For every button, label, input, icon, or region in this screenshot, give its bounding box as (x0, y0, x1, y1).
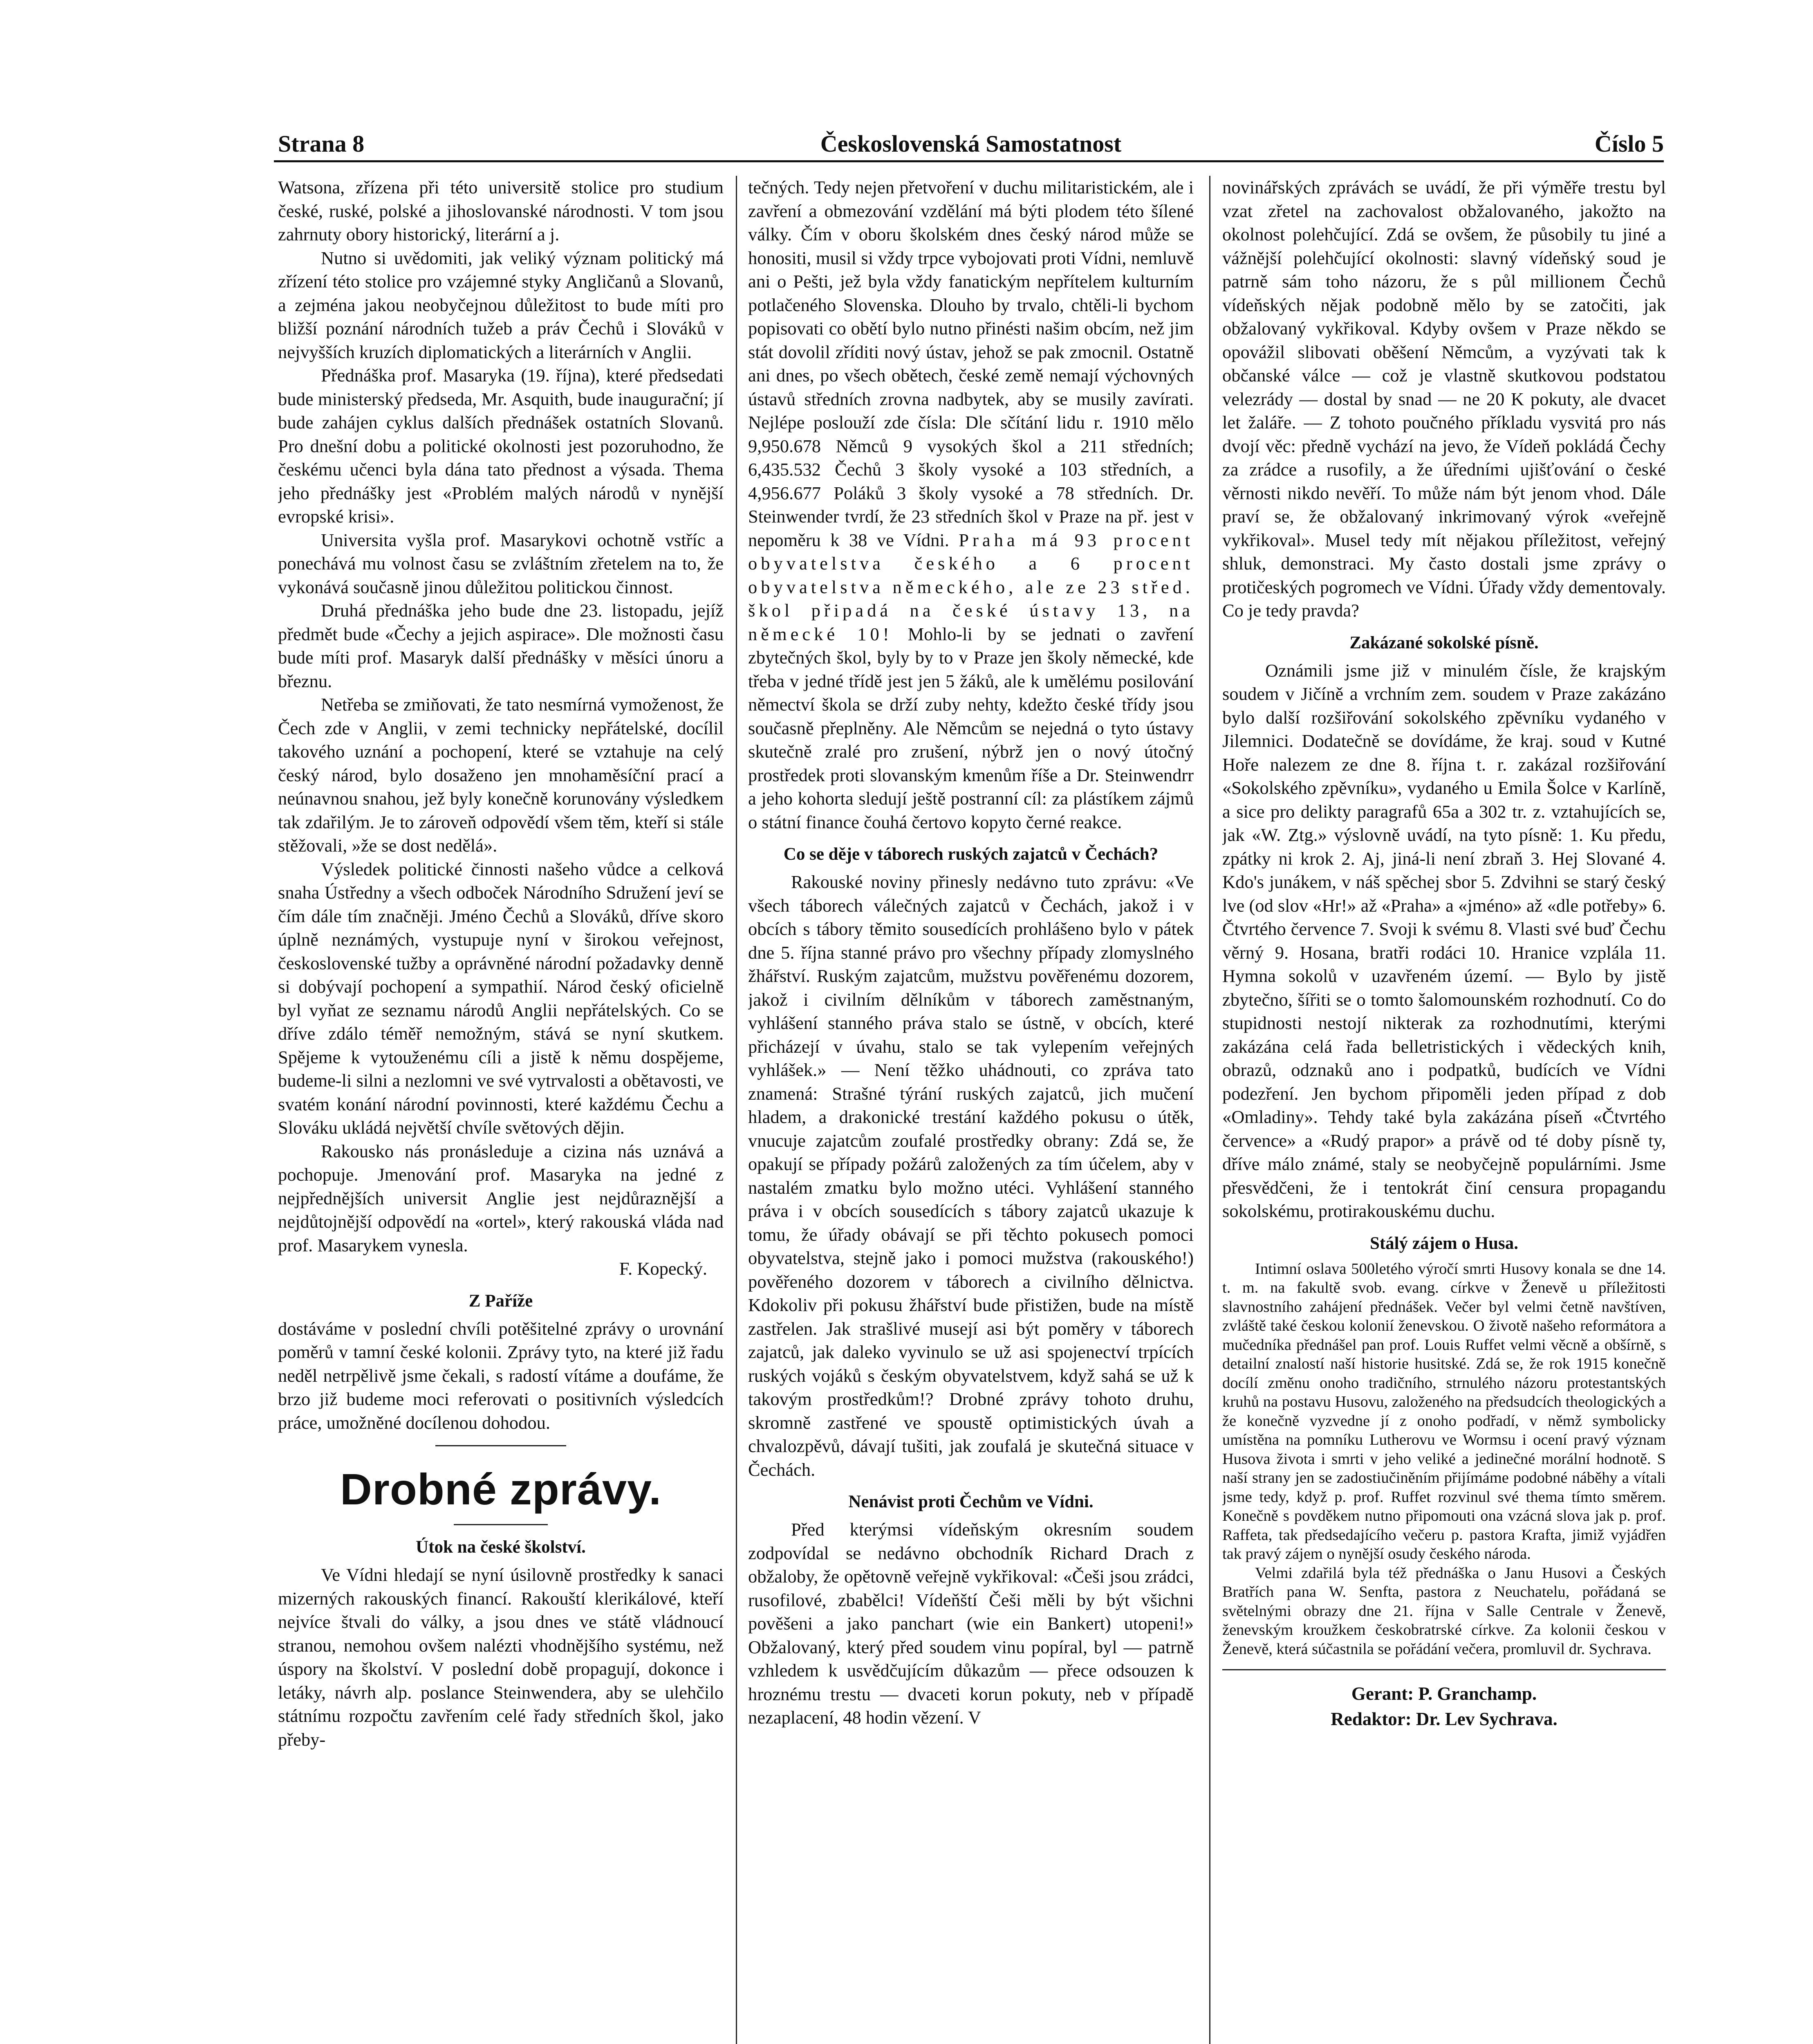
separator-rule (454, 1524, 548, 1525)
paragraph: Přednáška prof. Masaryka (19. října), které předsedati bude ministerský předseda, Mr. Asquith, bude inaugurační; jí bude zahájen cyklus dalších přednášek ostatních Slovanů. Pro dnešní dobu a politické okolnosti jest pozoruhodno, že českému učenci byla dána tato přednost a výsada. Thema jeho přednášky jest «Problém malých národů v nynější evropské krisi». (278, 365, 724, 527)
imprint (1222, 1681, 1666, 1732)
paragraph: Ve Vídni hledají se nyní úsilovně prostředky k sanaci mizerných rakouských financí. Rakouští klerikálové, kteří nejvíce štvali do války, a jsou dnes ve státě vládnoucí stranou, nemohou ovšem nalézti vhodnějšího systému, než úspory na školství. V poslední době propagují, dokonce i letáky, návrh alp. poslance Steinwendera, aby se ulehčilo státnímu rozpočtu zavřením celé řady středních škol, jako přeby- (278, 1564, 724, 1750)
paragraph: Nutno si uvědomiti, jak veliký význam politický má zřízení této stolice pro vzájemné styky Angličanů a Slovanů, a zejména jakou neobyčejnou důležitost to bude míti pro bližší poznání národních tužeb a práv Čechů i Slováků v nejvyšších kruzích diplomatických a literárních v Anglii. (278, 247, 724, 362)
article-heading: Stálý zájem o Husa. (1369, 1233, 1519, 1253)
paragraph-text: Mohlo-li by se jednati o zavření zbytečných škol, byly by to v Praze jen školy německé, kde třeba v jedné třídě jest jen 5 žáků, ale k umělému posilování němectví škola se drží zuby nehty, kdežto české třídy jsou současně přeplněny. Ale Němcům se nejedná o tyto ústavy skutečně zralé pro zrušení, nýbrž jen o nový útočný prostředek proti slovanským kmenům říše a Dr. Steinwendrr a jeho kohorta sledují ještě postranní cíl: za plástíkem zájmů o státní finance čouhá čertovo kopyto černé reakce. (748, 623, 1194, 832)
small-print-block (1222, 1260, 1666, 1659)
page-number: Strana 8 (278, 130, 365, 157)
paragraph (748, 176, 1194, 834)
header-rule (274, 160, 1664, 162)
article-heading: Nenávist proti Čechům ve Vídni. (848, 1492, 1094, 1511)
issue-number: Číslo 5 (1594, 130, 1664, 157)
paragraph: Universita vyšla prof. Masarykovi ochotně vstříc a ponechává mu volnost času se zvláštním zřetelem na to, že vykonává současně jinou důležitou politickou činnost. (278, 529, 724, 597)
paragraph: Velmi zdařilá byla též přednáška o Janu Husovi a Českých Bratřích pana W. Senfta, pastora z Neuchatelu, pořádaná se světelnými obrazy dne 21. října v Salle Centrale v Ženevě, ženevským kroužkem českobratrské církve. Za kolonii českou v Ženevě, která súčastnila se pořádání večera, promluvil dr. Sychrava. (1222, 1564, 1666, 1658)
paragraph: Druhá přednáška jeho bude dne 23. listopadu, jejíž předmět bude «Čechy a jejich aspirace». Dle možnosti času bude míti prof. Masaryk další přednášky v měsíci únoru a březnu. (278, 600, 724, 691)
paragraph: Watsona, zřízena při této universitě stolice pro studium české, ruské, polské a jihoslovanské národnosti. V tom jsou zahrnuty obory historický, literární a j. (278, 177, 724, 244)
paragraph: Oznámili jsme již v minulém čísle, že krajským soudem v Jičíně a vrchním zem. soudem v Praze zakázáno bylo další rozšiřování sokolského zpěvníku vydaného v Jilemnici. Dodatečně se dovídáme, že kraj. soud v Kutné Hoře nalezem ze dne 8. října t. r. zakázal rozšiřování «Sokolského zpěvníku», vydaného u Emila Šolce v Karlíně, a sice pro delikty paragrafů 65a a 302 tr. z. vztahujících se, jak «W. Ztg.» výslovně uvádí, na tyto písně: 1. Ku předu, zpátky ni krok 2. Aj, jiná-li není zbraň 3. Hej Slované 4. Kdo's junákem, v náš spěchej sbor 5. Zdvihni se starý český lve (od slov «Hr!» až «Praha» a «jméno» až «dle potřeby» 6. Čtvrtého července 7. Svoji k svému 8. Vlasti své buď Čechu věrný 9. Hosana, bratři rodáci 10. Hranice vzplála 11. Hymna sokolů v uzavřeném území. — Bylo by jistě zbytečno, šířiti se o tomto šalomounském rozhodnutí. Co do stupidnosti nestojí nikterak za rozhodnutími, kterými zakázána celá řada belletristických i vědeckých knih, obrazů, odznaků ano i podpatků, budících ve Vídni podezření. Jen bychom připoměli jeden případ z dob «Omladiny». Tehdy také byla zakázána píseň «Čtvrtého července» a «Rudý prapor» a právě od té doby písně ty, dříve málo známé, staly se neobyčejně populárními. Jsme přesvědčeni, že i tentokrát činí censura propagandu sokolskému, protirakouskému duchu. (1222, 660, 1666, 1221)
column-3 (1222, 176, 1666, 2044)
separator-rule (1222, 1669, 1666, 1670)
paragraph: Intimní oslava 500letého výročí smrti Husovy konala se dne 14. t. m. na fakultě svob. evang. církve v Ženevě u příležitosti slavnostního zahájení přednášek. Večer byl velmi četně navštíven, zvláště také českou kolonií ženevskou. O životě našeho reformátora a mučedníka přednášel pan prof. Louis Ruffet velmi věcně a obšírně, s detailní znalostí naší historie husitské. Zdá se, že rok 1915 konečně docílí změnu onoho tradičního, strnulého názoru protestantských kruhů na postavu Husovu, založeného na předsudcích theologických a že konečně vyzvedne jí z onoho podřadí, v němž symbolicky umístěna na pomníku Lutherovu ve Wormsu i ocení pravý význam Husova života i smrti v jeho veliké a jedinečné morální hodnotě. S naší strany jen se zadostiučiněním přijímáme podobné náběhy a vítali jsme tedy, když p. prof. Ruffet rozvinul své thema tímto směrem. Konečně s povděkem nutno připomouti ona vzácná slova jak p. prof. Raffeta, tak předsedajícího večeru p. pastora Krafta, jimiž vyjádřen tak pravý zájem o nynější osudy českého národa. (1222, 1260, 1666, 1562)
column-divider-2 (1209, 176, 1210, 2044)
paragraph: Rakouské noviny přinesly nedávno tuto zprávu: «Ve všech táborech válečných zajatců v Čechách, jakož i v obcích s tábory těmito sousedících prohlášeno bylo v pátek dne 5. října stanné právo pro všechny případy zlomyslného žhářství. Ruským zajatcům, mužstvu pověřenému dozorem, jakož i civilním dělníkům v táborech zaměstnaným, vyhlášení stanného práva stalo se ústně, v obcích, které přicházejí v úvahu, stalo se tak vylepením veřejných vyhlášek.» — Není těžko uhádnouti, co zpráva tato znamená: Strašné týrání ruských zajatců, jich mučení hladem, a drakonické trestání každého pokusu o útěk, vnucuje zajatcům zoufalé prostředky obrany: Zdá se, že opakují se případy požárů založených za tím účelem, aby v nastalém zmatku bylo možno utéci. Vyhlášení stanného práva i v obcích sousedících s tábory zajatců ukazuje k tomu, že úřady obávají se při těchto pokusech pomoci obyvatelstva, stejně jako i pomoci mužstva (rakouského!) pověřeného dozorem v táborech a civilního dělnictva. Kdokoliv při pokusu žhářství bude přistižen, bude na místě zastřelen. Jak strašlivé musejí asi být poměry v táborech zajatců, jak daleko vyvinulo se už asi spojenectví trpících ruských vojáků s českým obyvatelstvem, když sahá se už k takovým prostředkům!? Drobné zprávy tohoto druhu, skromně zastřené ve spoustě optimistických úvah a chvalozpěvů, dávají tušiti, jak zoufalá je skutečná situace v Čechách. (748, 872, 1194, 1480)
editor-line: Redaktor: Dr. Lev Sychrava. (1331, 1709, 1558, 1729)
article-heading: Zakázané sokolské písně. (1349, 633, 1539, 652)
article-heading: Útok na české školství. (416, 1537, 586, 1557)
column-2 (748, 176, 1194, 2044)
paragraph: dostáváme v poslední chvíli potěšitelné zprávy o urovnání poměrů v tamní české kolonii. Zprávy tyto, na které již řadu neděl netrpělivě jsme čekali, s radostí vítáme a doufáme, že brzo již budeme moci referovati o positivních výsledcích práce, umožněné docílenou dohodou. (278, 1318, 724, 1433)
newspaper-title: Československá Samostatnost (820, 130, 1122, 157)
paragraph: Před kterýmsi vídeňským okresním soudem zodpovídal se nedávno obchodník Richard Drach z obžaloby, že opětovně veřejně vykřikoval: «Češi jsou zrádci, rusofilové, zbabělci! Vídeňští Češi měli by být všichni pověšeni a jako panchart (wie ein Bankert) utopeni!» Obžalovaný, který před soudem vinu popíral, byl — patrně vzhledem k usvědčujícím důkazům — přece odsouzen k hroznému trestu — dvaceti korun pokuty, neb v případě nezaplacení, 48 hodin vězení. V (748, 1519, 1194, 1728)
author-signature: F. Kopecký. (619, 1258, 707, 1279)
paragraph-text: tečných. Tedy nejen přetvoření v duchu militaristickém, ale i zavření a obmezování vzdělání má býti plodem této šílené války. Čím v oboru školském dnes český národ může se honositi, musil si vždy trpce vybojovati proti Vídni, nemluvě ani o Pešti, jež byla vždy fanatickým nepřítelem kulturním potlačeného Slovenska. Dlouho by trvalo, chtěli-li bychom popisovati co obětí bylo nutno přinésti našim obcím, než jim stát dovolil zříditi nový ústav, jehož se pak zmocnil. Ostatně ani dnes, po všech obětech, české země nemají výchovných ústavů středních zrovna nadbytek, aby se musily zavírati. Nejlépe poslouží zde čísla: Dle sčítání lidu r. 1910 mělo 9,950.678 Němců 9 vysokých škol a 211 středních; 6,435.532 Čechů 3 školy vysoké a 103 středních, a 4,956.677 Poláků 3 školy vysoké a 78 středních. Dr. Steinwender tvrdí, že 23 středních škol v Praze na př. jest v nepoměru k 38 ve Vídni. (748, 177, 1194, 550)
paragraph: Netřeba se zmiňovati, že tato nesmírná vymoženost, že Čech zde v Anglii, v zemi technicky nepřátelské, docílil takového uznání a pochopení, které se vztahuje na celý český národ, bylo dosaženo jen mnohaměsíční prací a neúnavnou snahou, jež byly konečně korunovány výsledkem tak zdařilým. Je to zároveň odpovědí všem těm, kteří si stále stěžovali, »že se dost nedělá». (278, 694, 724, 856)
article-heading: Co se děje v táborech ruských zajatců v Čechách? (783, 845, 1159, 864)
paragraph: Rakousko nás pronásleduje a cizina nás uznává a pochopuje. Jmenování prof. Masaryka na jedné z nejpřednějších universit Anglie jest nejdůrazněјší a nejdůtojnější odpovědí na «ortel», který rakouská vláda nad prof. Masarykem vynesla. (278, 1141, 724, 1255)
gerant-line: Gerant: P. Granchamp. (1351, 1683, 1537, 1704)
article-heading: Z Paříže (468, 1291, 533, 1311)
column-divider-1 (736, 176, 737, 2044)
page-header (278, 130, 1664, 159)
section-heading: Drobné zprávy. (340, 1464, 662, 1514)
column-1 (278, 176, 724, 2044)
spaced-emphasis: Praha má 93 procent obyvatelstva českého a 6 procent obyvatelstva německého, ale ze 23 střed. škol připadá na české ústavy 13, na německé 10! (748, 529, 1194, 644)
paragraph: novinářských zprávách se uvádí, že při výměře trestu byl vzat zřetel na zachovalost obžalovaného, jakožto na okolnost polehčující. Zdá se ovšem, že působily tu jiné a vážnější polehčující okolnosti: slavný vídeňský soud je patrně sám toho názoru, že s půl millionem Čechů vídeňských nějak podobně mělo by se zatočiti, jak obžalovaný vykřikoval. Kdyby ovšem v Praze někdo se opovážil slibovati oběšení Němcům, a vyzývati tak k občanské válce — což je vlastně skutkovou podstatou velezrády — dostal by snad — ne 20 K pokuty, ale dvacet let žaláře. — Z tohoto poučného příkladu vysvitá pro nás dvojí věc: předně vychází na jevo, že Vídeň pokládá Čechy za zrádce a rusofily, a že úředními ujišťování o české věrnosti nikdo nevěří. To může nám být jenom vhod. Dále praví se, že obžalovaný inkrimovaný výrok «veřejně vykřikoval». Musel tedy mít nějakou příležitost, veřejný shluk, demonstraci. My často dostali jsme zprávy o protičeských pogromech ve Vídni. Úřady vždy dementovaly. Co je tedy pravda? (1222, 177, 1666, 621)
paragraph: Výsledek politické činnosti našeho vůdce a celková snaha Ústředny a všech odboček Národního Sdružení jeví se čím dále tím značněji. Jméno Čechů a Slováků, dříve skoro úplně neznámých, vystupuje nyní v širokou veřejnost, československé tužby a oprávněné národní požadavky denně si dobývají pochopení a sympathií. Národ český oficielně byl vyňat ze seznamu národů Anglii nepřátelských. Co se dříve zdálo téměř nemožným, stává se nyní skutkem. Spějeme k vytouženému cíli a jistě k němu dospějeme, budeme-li silni a nezlomni ve své vytrvalosti a obětavosti, ve svatém konání národní povinnosti, které každému Čechu a Slováku ukládá největší chvíle světových dějin. (278, 858, 724, 1138)
separator-rule (435, 1445, 566, 1446)
